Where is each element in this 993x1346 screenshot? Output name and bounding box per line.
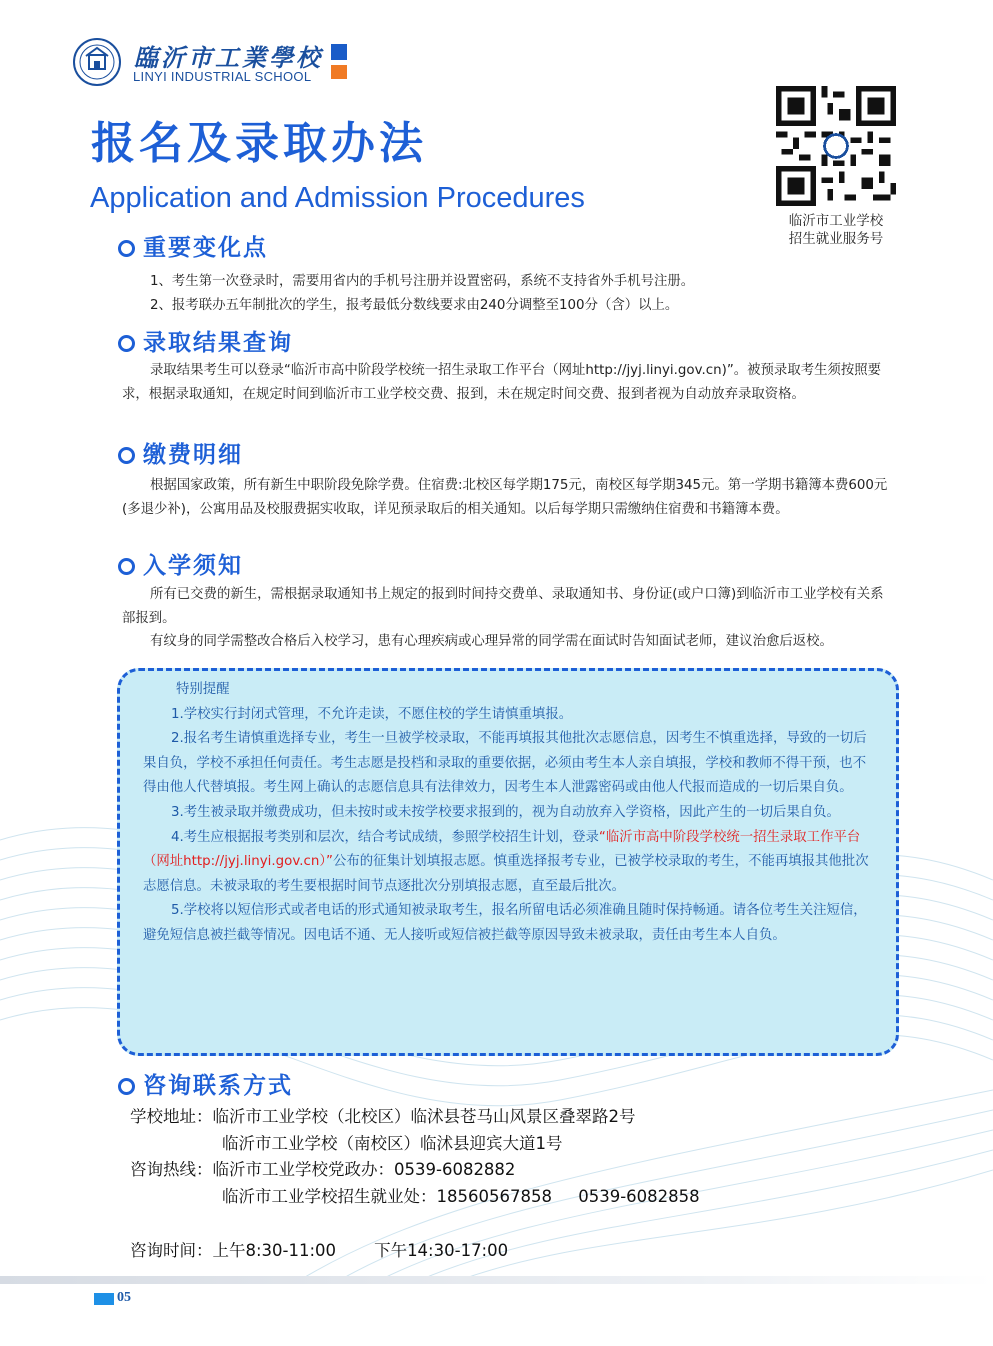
contact-hotline-row-2: 临沂市工业学校招生就业处：18560567858 0539-6082858 (222, 1187, 700, 1206)
section-para: 2、报考联办五年制批次的学生，报考最低分数线要求由240分调整至100分（含）以上。 (150, 298, 679, 313)
section-para: 1、考生第一次登录时，需要用省内的手机号注册并设置密码，系统不支持省外手机号注册。 (150, 274, 695, 289)
notice-item: 2.报名考生请慎重选择专业，考生一旦被学校录取，不能再填报其他批次志愿信息，因考生不慎重选择，导致的一切后果自负，学校不承担任何责任。考生志愿是投档和录取的重要依据，必须由考生本人亲自填报，学校和教师不得干预，也不得由他人代替填报。考生网上确认的志愿信息具有法律效力，因考生本人泄露密码或由他人代报而造成的一切后果自负。 (143, 731, 867, 796)
section-para: 有纹身的同学需整改合格后入校学习，患有心理疾病或心理异常的同学需在面试时告知面试老师，建议治愈后返校。 (150, 634, 833, 649)
footer-bar (0, 1276, 993, 1284)
circle-bullet-icon (118, 240, 135, 257)
page-title-en: Application and Admission Procedures (90, 182, 585, 214)
section-para: 所有已交费的新生，需根据录取通知书上规定的报到时间持交费单、录取通知书、身份证(或户口簿)到临沂市工业学校有关系部报到。 (122, 587, 884, 626)
page-number: 05 (117, 1290, 131, 1305)
section-heading-contact: 咨询联系方式 (118, 1075, 293, 1098)
qr-caption-line1: 临沂市工业学校 (788, 213, 884, 229)
circle-bullet-icon (118, 335, 135, 352)
special-notice-content (143, 678, 873, 949)
contact-address-row-2: 临沂市工业学校（南校区）临沭县迎宾大道1号 (222, 1134, 563, 1153)
section-heading-fees: 缴费明细 (118, 444, 243, 467)
section-heading-enrollment: 入学须知 (118, 555, 243, 578)
notice-item: 3.考生被录取并缴费成功，但未按时或未按学校要求报到的，视为自动放弃入学资格，因此产生的一切后果自负。 (171, 804, 840, 820)
circle-bullet-icon (118, 558, 135, 575)
notice-item: 4.考生应根据报考类别和层次，结合考试成绩，参照学校招生计划，登录“临沂市高中阶段学校统一招生录取工作平台（网址http://jyj.linyi.gov.cn）”公布的征集计划填报志愿。慎重选择报考专业，已被学校录取的考生，不能再填报其他批次志愿信息。未被录取的考生要根据时间节点逐批次分别填报志愿，直至最后批次。 (143, 829, 869, 894)
section-heading-results: 录取结果查询 (118, 332, 293, 355)
qr-caption (760, 212, 912, 248)
circle-bullet-icon (118, 447, 135, 464)
brand-square-blue (331, 44, 347, 60)
notice-title: 特别提醒 (176, 682, 230, 697)
contact-hotline-row: 咨询热线：临沂市工业学校党政办：0539-6082882 (130, 1160, 516, 1179)
qr-caption-line2: 招生就业服务号 (788, 231, 884, 247)
page-title-cn: 报名及录取办法 (91, 118, 427, 169)
circle-bullet-icon (118, 1078, 135, 1095)
platform-link-text[interactable]: “临沂市高中阶段学校统一招生录取工作平台（网址http://jyj.linyi.gov.cn）” (143, 829, 861, 870)
school-name-en: LINYI INDUSTRIAL SCHOOL (133, 69, 312, 84)
contact-address-row: 学校地址：临沂市工业学校（北校区）临沭县苍马山风景区叠翠路2号 (130, 1107, 636, 1126)
contact-hours-row: 咨询时间：上午8:30-11:00 下午14:30-17:00 (130, 1241, 509, 1260)
section-para: 根据国家政策，所有新生中职阶段免除学费。住宿费:北校区每学期175元，南校区每学期345元。第一学期书籍簿本费600元(多退少补)，公寓用品及校服费据实收取，详见预录取后的相关通知。以后每学期只需缴纳住宿费和书籍簿本费。 (122, 478, 888, 517)
school-emblem-icon (72, 37, 122, 87)
section-para: 录取结果考生可以登录“临沂市高中阶段学校统一招生录取工作平台（网址http://jyj.linyi.gov.cn)”。被预录取考生须按照要求，根据录取通知，在规定时间到临沂市工业学校交费、报到，未在规定时间交费、报到者视为自动放弃录取资格。 (122, 363, 882, 402)
notice-item: 5.学校将以短信形式或者电话的形式通知被录取考生，报名所留电话必须准确且随时保持畅通。请各位考生关注短信，避免短信息被拦截等情况。因电话不通、无人接听或短信被拦截等原因导致未被录取，责任由考生本人自负。 (143, 903, 867, 943)
section-heading-changes: 重要变化点 (118, 237, 268, 260)
notice-item: 1.学校实行封闭式管理，不允许走读，不愿住校的学生请慎重填报。 (171, 706, 573, 722)
page-marker (94, 1293, 114, 1305)
qr-code-icon[interactable] (776, 86, 896, 206)
brand-square-orange (331, 65, 347, 79)
school-name-cn: 臨沂市工業學校 (134, 43, 323, 72)
